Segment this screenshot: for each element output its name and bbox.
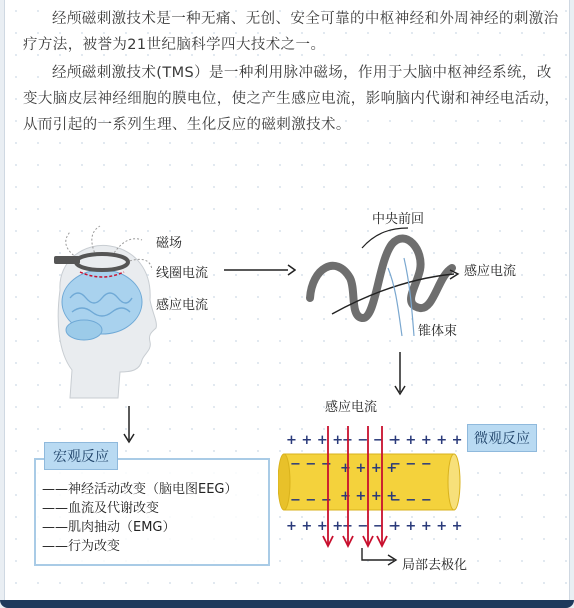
svg-text:+ + + +: + + + + bbox=[340, 489, 398, 504]
arrow-down-right bbox=[394, 352, 406, 396]
intro-paragraph-2: 经颅磁刺激技术(TMS）是一种利用脉冲磁场，作用于大脑中枢神经系统，改变大脑皮层神经细胞的膜电位，使之产生感应电流，影响脑内代谢和神经电活动，从而引起的一系列生理、生化反应的磁刺激技术。 bbox=[23, 65, 560, 133]
coil-handle bbox=[54, 256, 80, 264]
label-pyramidal-tract: 锥体束 bbox=[418, 324, 458, 339]
svg-text:+ + + + +: + + + + + bbox=[390, 519, 463, 534]
macro-item-eeg: ——神经活动改变（脑电图EEG） bbox=[42, 482, 238, 497]
svg-text:− − −: − − − bbox=[290, 493, 332, 508]
macro-reaction-list bbox=[42, 480, 238, 556]
label-local-depolarization: 局部去极化 bbox=[402, 558, 468, 573]
label-induced-current-cortex: 感应电流 bbox=[464, 264, 517, 279]
label-induced-current-axon: 感应电流 bbox=[325, 400, 378, 415]
svg-text:− − −: − − − bbox=[390, 493, 432, 508]
macro-reaction-title: 宏观反应 bbox=[44, 442, 118, 470]
label-coil-current: 线圈电流 bbox=[156, 266, 209, 281]
svg-text:+ + + +: + + + + bbox=[286, 519, 344, 534]
arrow-to-cortex bbox=[224, 262, 296, 278]
label-precentral-gyrus: 中央前回 bbox=[372, 212, 425, 227]
svg-text:+ + + +: + + + + bbox=[340, 461, 398, 476]
macro-item-emg: ——肌肉抽动（EMG） bbox=[42, 520, 176, 535]
macro-item-behavior: ——行为改变 bbox=[42, 539, 121, 554]
label-magnetic-field: 磁场 bbox=[156, 236, 183, 251]
bottom-border-bar bbox=[0, 600, 574, 608]
axon-illustration bbox=[278, 426, 468, 566]
axon-end-right bbox=[448, 454, 460, 510]
macro-item-blood-flow: ——血流及代谢改变 bbox=[42, 501, 160, 516]
label-induced-current-head: 感应电流 bbox=[156, 298, 209, 313]
pyramidal-tract-lines bbox=[388, 258, 414, 336]
depolarization-pointer bbox=[362, 548, 394, 560]
cerebellum bbox=[66, 320, 102, 340]
svg-text:− − −: − − − bbox=[290, 457, 332, 472]
axon-end-left bbox=[278, 454, 290, 510]
micro-reaction-title: 微观反应 bbox=[467, 424, 537, 452]
charges-outer-top bbox=[286, 433, 463, 448]
svg-text:+ + + +: + + + + bbox=[286, 433, 344, 448]
cortex-gyri bbox=[310, 238, 452, 318]
tms-diagram bbox=[0, 200, 574, 600]
arrow-down-left bbox=[123, 406, 135, 444]
charges-outer-bottom bbox=[286, 519, 463, 534]
svg-text:+ + + + +: + + + + + bbox=[390, 433, 463, 448]
svg-text:− − −: − − − bbox=[390, 457, 432, 472]
svg-text:− − − −: − − − − bbox=[342, 433, 400, 448]
svg-text:− − − −: − − − − bbox=[342, 519, 400, 534]
head-illustration bbox=[40, 220, 160, 400]
intro-paragraph-1: 经颅磁刺激技术是一种无痛、无创、安全可靠的中枢神经和外周神经的刺激治疗方法，被誉为21世纪脑科学四大技术之一。 bbox=[23, 11, 559, 53]
